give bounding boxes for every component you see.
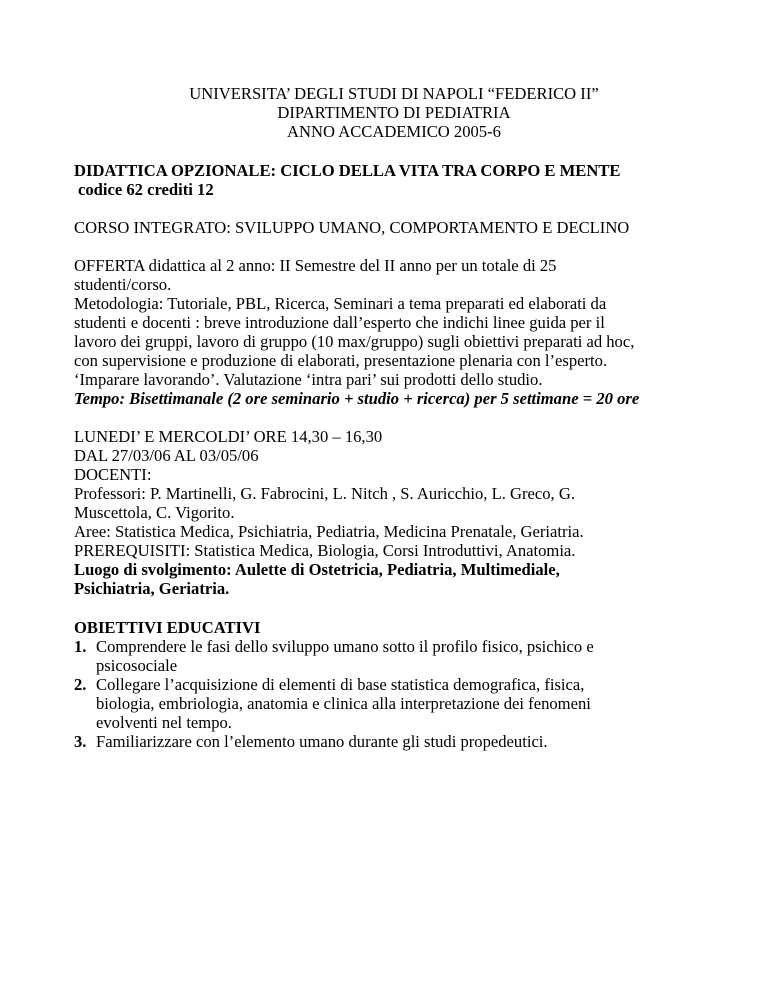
- integrated-course: CORSO INTEGRATO: SVILUPPO UMANO, COMPORTAMENTO E DECLINO: [74, 218, 630, 237]
- offer-block: [74, 256, 714, 408]
- professors-line: Professori: P. Martinelli, G. Fabrocini, L. Nitch , S. Auricchio, L. Greco, G.: [74, 484, 575, 503]
- methodology-line: lavoro dei gruppi, lavoro di gruppo (10 max/gruppo) sugli obiettivi preparati ad hoc,: [74, 332, 635, 351]
- docenti-label: DOCENTI:: [74, 465, 152, 484]
- offer-line: studenti/corso.: [74, 275, 172, 294]
- objective-text: Collegare l’acquisizione di elementi di base statistica demografica, fisica,: [96, 675, 585, 694]
- location-line: Luogo di svolgimento: Aulette di Ostetricia, Pediatria, Multimediale,: [74, 560, 560, 579]
- objective-text: evolventi nel tempo.: [96, 713, 232, 732]
- course-title: DIDATTICA OPZIONALE: CICLO DELLA VITA TRA CORPO E MENTE: [74, 161, 621, 180]
- course-title-block: [74, 161, 714, 199]
- objective-text: biologia, embriologia, anatomia e clinica alla interpretazione dei fenomeni: [96, 694, 591, 713]
- areas-line: Aree: Statistica Medica, Psichiatria, Pediatria, Medicina Prenatale, Geriatria.: [74, 522, 584, 541]
- professors-line: Muscettola, C. Vigorito.: [74, 503, 235, 522]
- schedule-days: LUNEDI’ E MERCOLDI’ ORE 14,30 – 16,30: [74, 427, 383, 446]
- time-line: Tempo: Bisettimanale (2 ore seminario + studio + ricerca) per 5 settimane = 20 ore: [74, 389, 640, 408]
- methodology-line: studenti e docenti : breve introduzione dall’esperto che indichi linee guida per il: [74, 313, 605, 332]
- objective-text: Comprendere le fasi dello sviluppo umano sotto il profilo fisico, psichico e: [96, 637, 594, 656]
- schedule-block: [74, 427, 714, 598]
- document-page: [74, 84, 714, 751]
- objective-text: psicosociale: [96, 656, 178, 675]
- integrated-course-block: [74, 218, 714, 237]
- offer-line: OFFERTA didattica al 2 anno: II Semestre del II anno per un totale di 25: [74, 256, 557, 275]
- schedule-dates: DAL 27/03/06 AL 03/05/06: [74, 446, 259, 465]
- academic-year: ANNO ACCADEMICO 2005-6: [287, 122, 501, 141]
- objective-item: [74, 675, 714, 732]
- objectives-list: [74, 637, 714, 751]
- objective-item: [74, 732, 714, 751]
- objective-number: 2.: [74, 675, 87, 694]
- course-code-credits: codice 62 crediti 12: [78, 180, 214, 199]
- location-line: Psichiatria, Geriatria.: [74, 579, 230, 598]
- methodology-line: ‘Imparare lavorando’. Valutazione ‘intra pari’ sui prodotti dello studio.: [74, 370, 543, 389]
- objective-number: 1.: [74, 637, 87, 656]
- methodology-line: Metodologia: Tutoriale, PBL, Ricerca, Seminari a tema preparati ed elaborati da: [74, 294, 607, 313]
- objective-item: [74, 637, 714, 675]
- university-name: UNIVERSITA’ DEGLI STUDI DI NAPOLI “FEDERICO II”: [189, 84, 599, 103]
- objective-text: Familiarizzare con l’elemento umano durante gli studi propedeutici.: [96, 732, 548, 751]
- methodology-line: con supervisione e produzione di elaborati, presentazione plenaria con l’esperto.: [74, 351, 608, 370]
- document-header: [74, 84, 714, 141]
- objectives-title: OBIETTIVI EDUCATIVI: [74, 618, 261, 637]
- department-name: DIPARTIMENTO DI PEDIATRIA: [277, 103, 511, 122]
- prerequisites-line: PREREQUISITI: Statistica Medica, Biologia, Corsi Introduttivi, Anatomia.: [74, 541, 576, 560]
- objective-number: 3.: [74, 732, 87, 751]
